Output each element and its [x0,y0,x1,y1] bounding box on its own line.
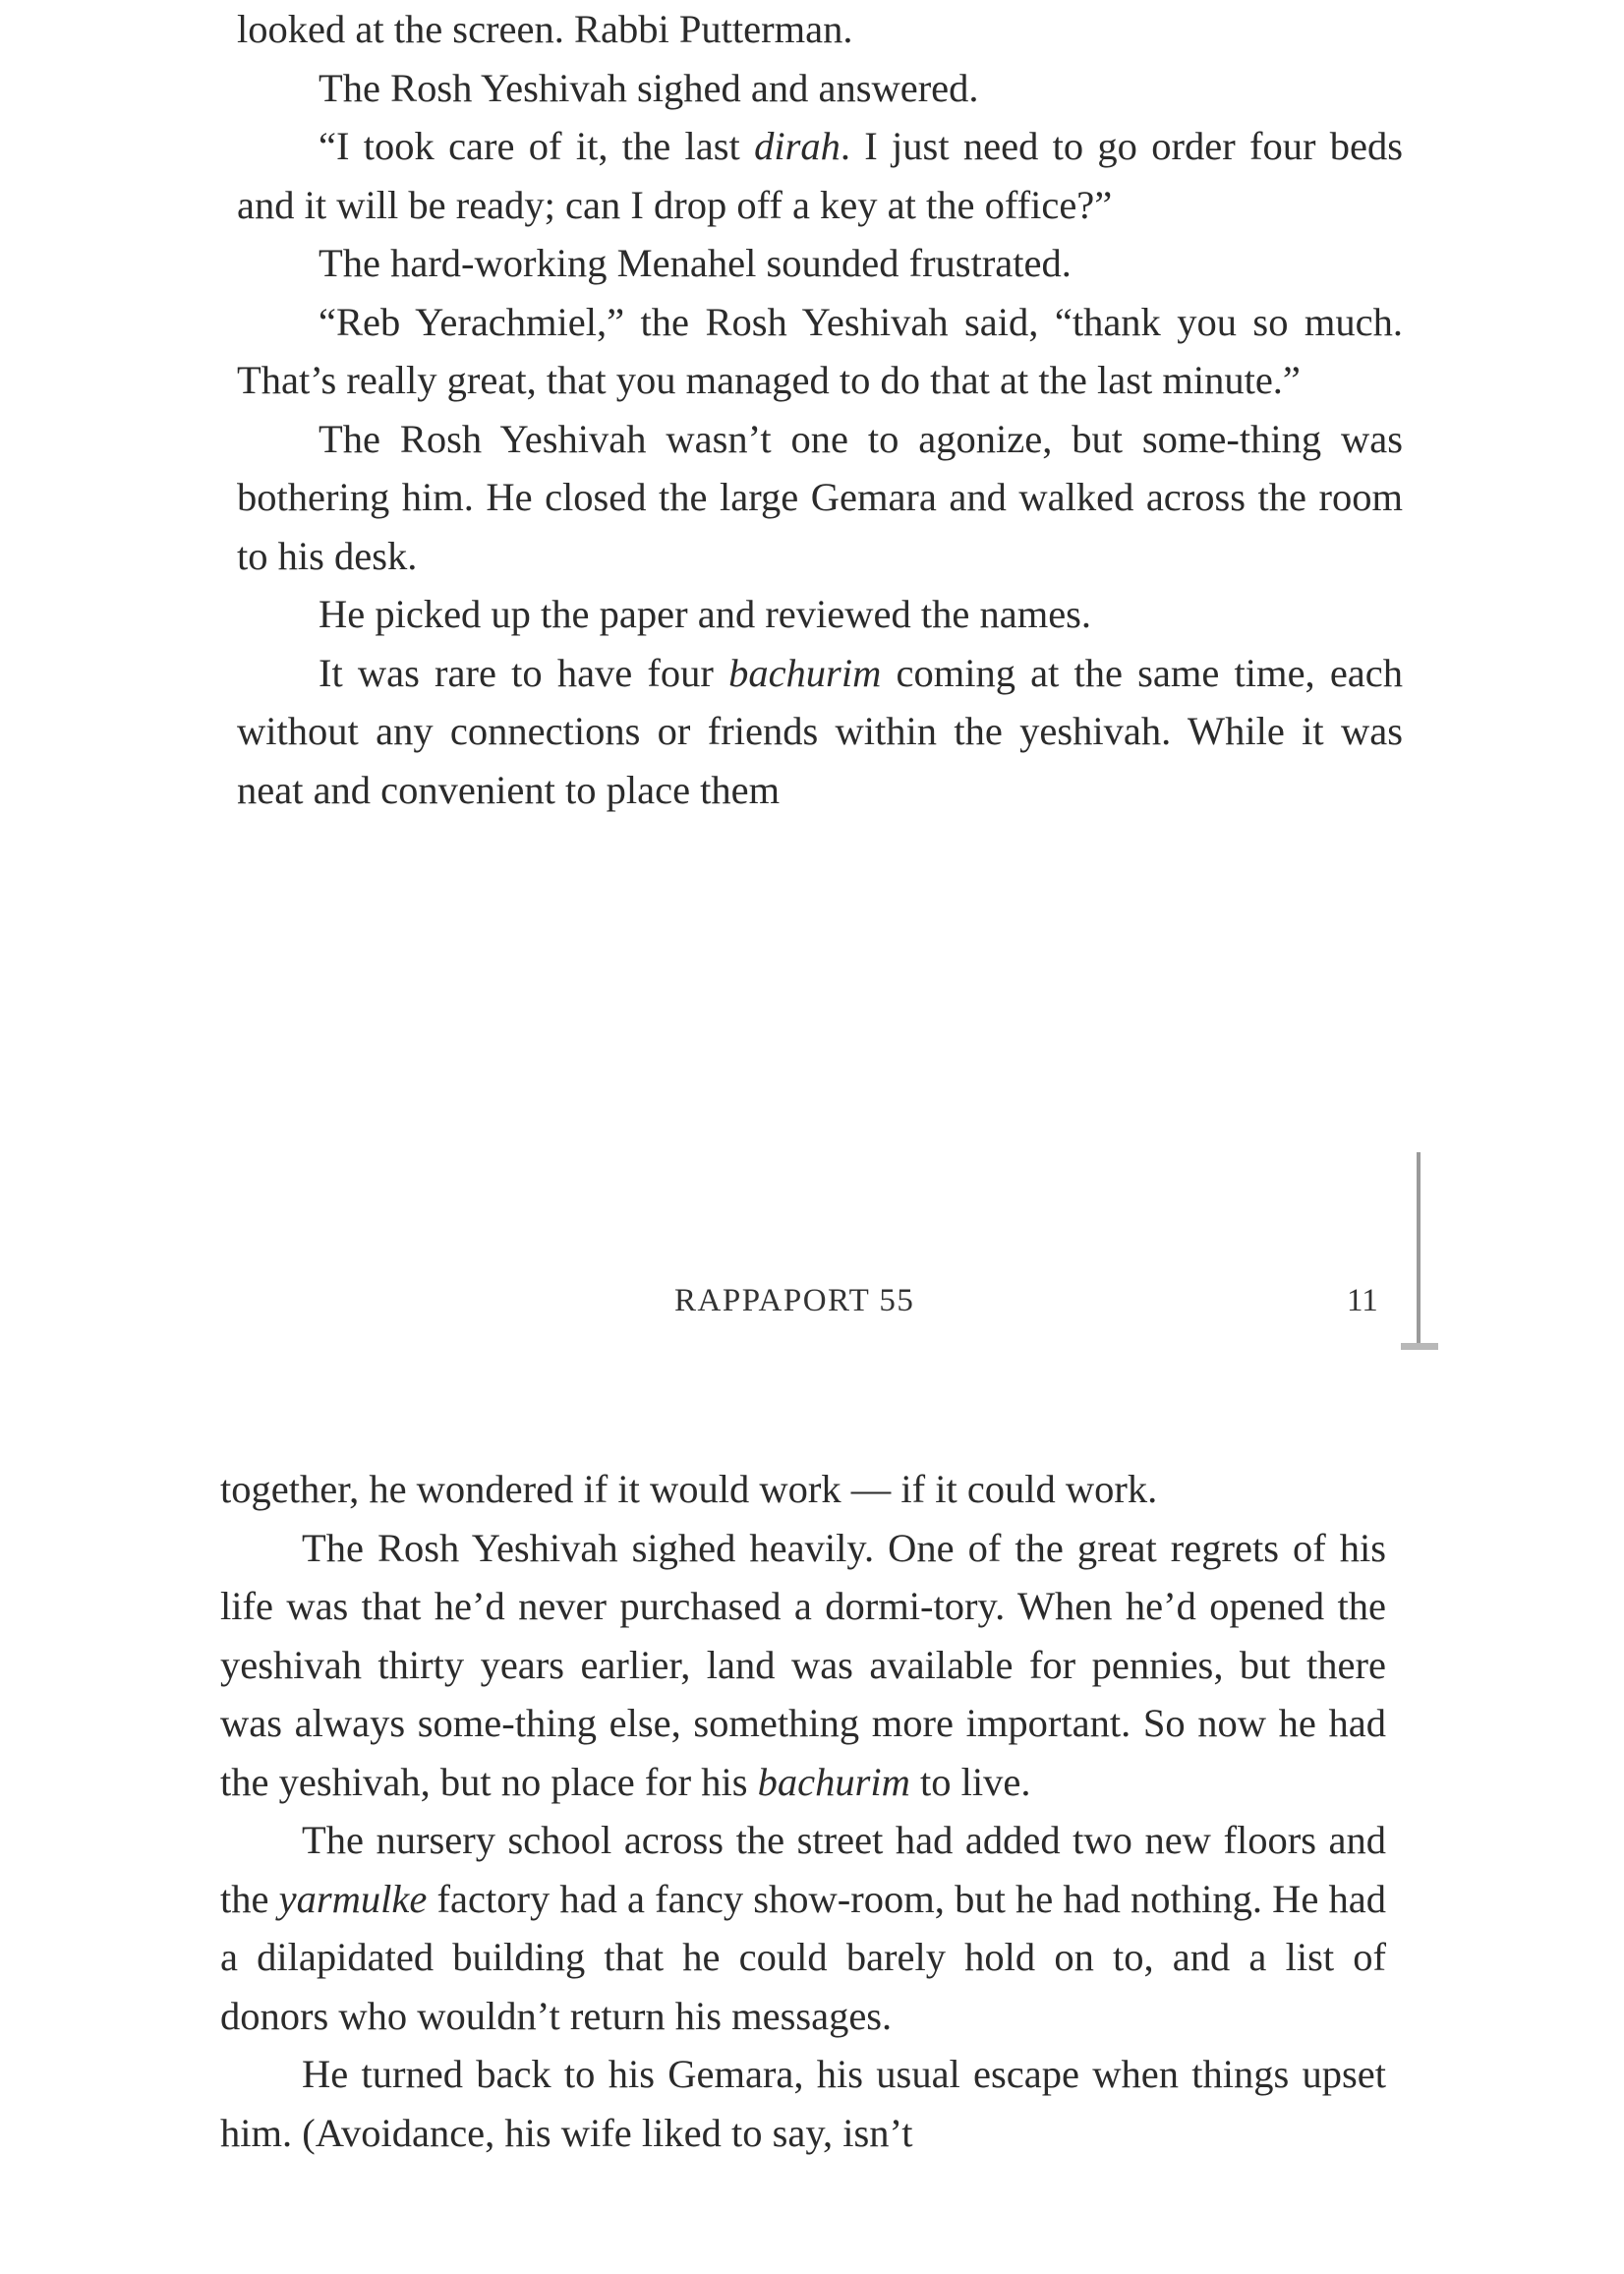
page-edge-rule-foot [1401,1343,1438,1350]
text-run: It was rare to have four [319,650,729,695]
paragraph [237,234,1403,293]
page-number: 11 [1347,1283,1378,1318]
page-edge-rule [1417,1152,1421,1347]
text-run: He picked up the paper and reviewed the names. [319,592,1092,636]
text-run: The Rosh Yeshivah sighed and answered. [319,65,979,110]
text-run: The nursery school across the street had added two new floors and the [220,1818,1386,1921]
paragraph [237,293,1403,410]
text-run: together, he wondered if it would work — if it could work. [220,1467,1158,1511]
italic-term: bachurim [757,1759,910,1804]
italic-term: yarmulke [278,1876,428,1921]
paragraph [237,59,1403,118]
text-run: to live. [909,1759,1031,1804]
text-run: The Rosh Yeshivah wasn’t one to agonize, but some-​thing was bothering him. He closed the large Gemara and walked across the room to his desk. [237,416,1403,578]
text-run: The Rosh Yeshivah sighed heavily. One of the great regrets of his life was that he’d never purchased a dormi-​tory. When he’d opened the yeshivah thirty years earlier, land was available for pennies, but there was always some-​thing else, something more important. So now he had the yeshivah, but no place for his [220,1525,1386,1804]
italic-term: dirah [754,124,841,168]
text-run: “Reb Yerachmiel,” the Rosh Yeshivah said, “thank you so much. That’s really great, that you managed to do that at the last minute.” [237,299,1403,402]
text-run: coming at the same time, each without any connections or friends within the yeshivah. While it was neat and convenient to place them [237,650,1404,812]
paragraph [220,1811,1386,2045]
paragraph [237,117,1403,234]
paragraph [237,585,1403,644]
paragraph [220,1519,1386,1812]
page-bottom-text [220,1460,1386,2162]
text-run: “I took care of it, the last [319,124,755,168]
running-head-title: RAPPAPORT 55 [674,1283,915,1318]
paragraph [220,2045,1386,2162]
italic-term: bachurim [728,650,882,695]
running-head [0,1283,1624,1332]
text-run: looked at the screen. Rabbi Putterman. [237,7,853,51]
paragraph [237,0,1403,59]
text-run: . I just need to go order four beds and it will be ready; can I drop off a key at the office?” [237,124,1403,227]
page-top-text [237,0,1403,819]
text-run: He turned back to his Gemara, his usual escape when things upset him. (Avoidance, his wife liked to say, isn’t [220,2052,1386,2155]
paragraph [237,644,1403,820]
paragraph [237,410,1403,586]
text-run: factory had a fancy show-​room, but he had nothing. He had a dilapidated building that he could barely hold on to, and a list of donors who wouldn’t return his messages. [220,1876,1386,2038]
text-run: The hard-working Menahel sounded frustrated. [319,241,1072,285]
paragraph [220,1460,1386,1519]
